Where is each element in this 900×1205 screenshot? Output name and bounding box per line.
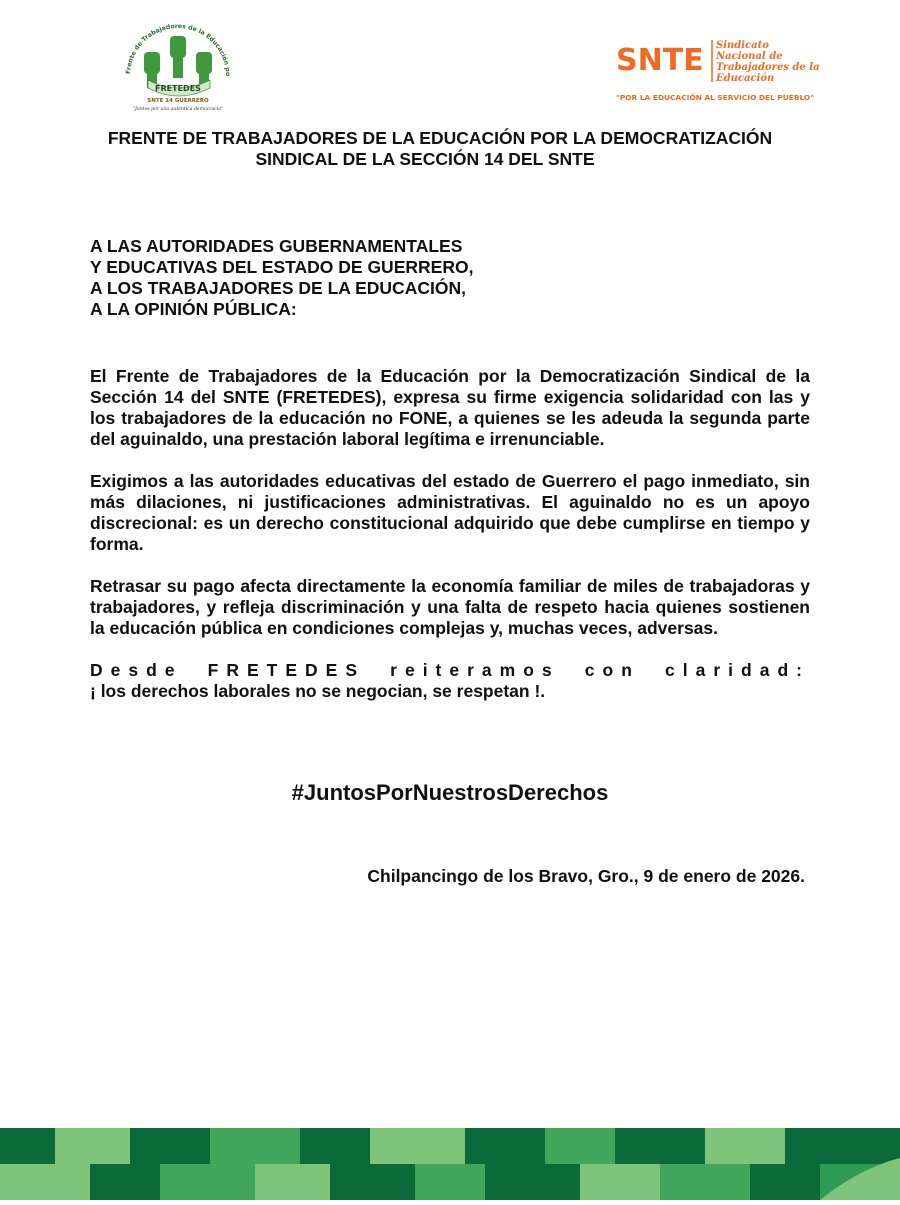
snte-name-line4: Educación [716, 73, 775, 84]
decorative-footer-band [0, 1128, 900, 1200]
addressee-line: A LA OPINIÓN PÚBLICA: [90, 299, 297, 319]
raised-fist-icon [170, 36, 186, 78]
snte-logo [612, 36, 822, 106]
fretedes-arc-text: Frente de Trabajadores de la Educación po [125, 22, 232, 77]
closing-line-2: ¡ los derechos laborales no se negocian, se respetan !. [90, 681, 546, 701]
letter-body [90, 366, 810, 723]
body-paragraph-3: Retrasar su pago afecta directamente la economía familiar de miles de trabajadoras y trabajadores, y refleja discriminación y una falta de respeto hacia quienes sostienen la educación pública en condiciones complejas y, muchas veces, adversas. [90, 576, 810, 638]
snte-acronym: SNTE [616, 43, 704, 78]
document-title [0, 128, 880, 170]
snte-name-line2: Nacional de [716, 51, 783, 62]
place-and-date: Chilpancingo de los Bravo, Gro., 9 de enero de 2026. [367, 866, 805, 886]
closing-statement [90, 660, 810, 702]
body-paragraph-1: El Frente de Trabajadores de la Educación por la Democratización Sindical de la Sección 14 del SNTE (FRETEDES), expresa su firme exigencia solidaridad con las y los trabajadores de la educación no FONE, a quienes se les adeuda la segunda parte del aguinaldo, una prestación laboral legítima e irrenunciable. [90, 366, 810, 449]
addressee-line: A LAS AUTORIDADES GUBERNAMENTALES [90, 236, 463, 256]
closing-line-1: Desde FRETEDES reiteramos con claridad: [90, 660, 810, 680]
title-line-2: SINDICAL DE LA SECCIÓN 14 DEL SNTE [255, 149, 595, 169]
snte-name-line1: Sindicato [716, 40, 769, 51]
snte-name-line3: Trabajadores de la [716, 62, 820, 73]
fretedes-motto: "Juntos por una auténtica democracia" [132, 107, 224, 112]
addressee-block [90, 236, 690, 320]
fretedes-logo [118, 14, 238, 114]
addressee-line: Y EDUCATIVAS DEL ESTADO DE GUERRERO, [90, 257, 474, 277]
addressee-line: A LOS TRABAJADORES DE LA EDUCACIÓN, [90, 278, 466, 298]
body-paragraph-2: Exigimos a las autoridades educativas del estado de Guerrero el pago inmediato, sin más dilaciones, ni justificaciones administrativas. El aguinaldo no es un apoyo discrecional: es un derecho constitucional adquirido que debe cumplirse en tiempo y forma. [90, 471, 810, 554]
snte-slogan: "POR LA EDUCACIÓN AL SERVICIO DEL PUEBLO" [616, 93, 815, 102]
fretedes-wordmark: FRETEDES [155, 84, 201, 93]
hashtag: #JuntosPorNuestrosDerechos [291, 780, 609, 805]
fretedes-subtitle: SNTE 14 GUERRERO [147, 98, 209, 104]
title-line-1: FRENTE DE TRABAJADORES DE LA EDUCACIÓN POR LA DEMOCRATIZACIÓN [107, 128, 773, 148]
